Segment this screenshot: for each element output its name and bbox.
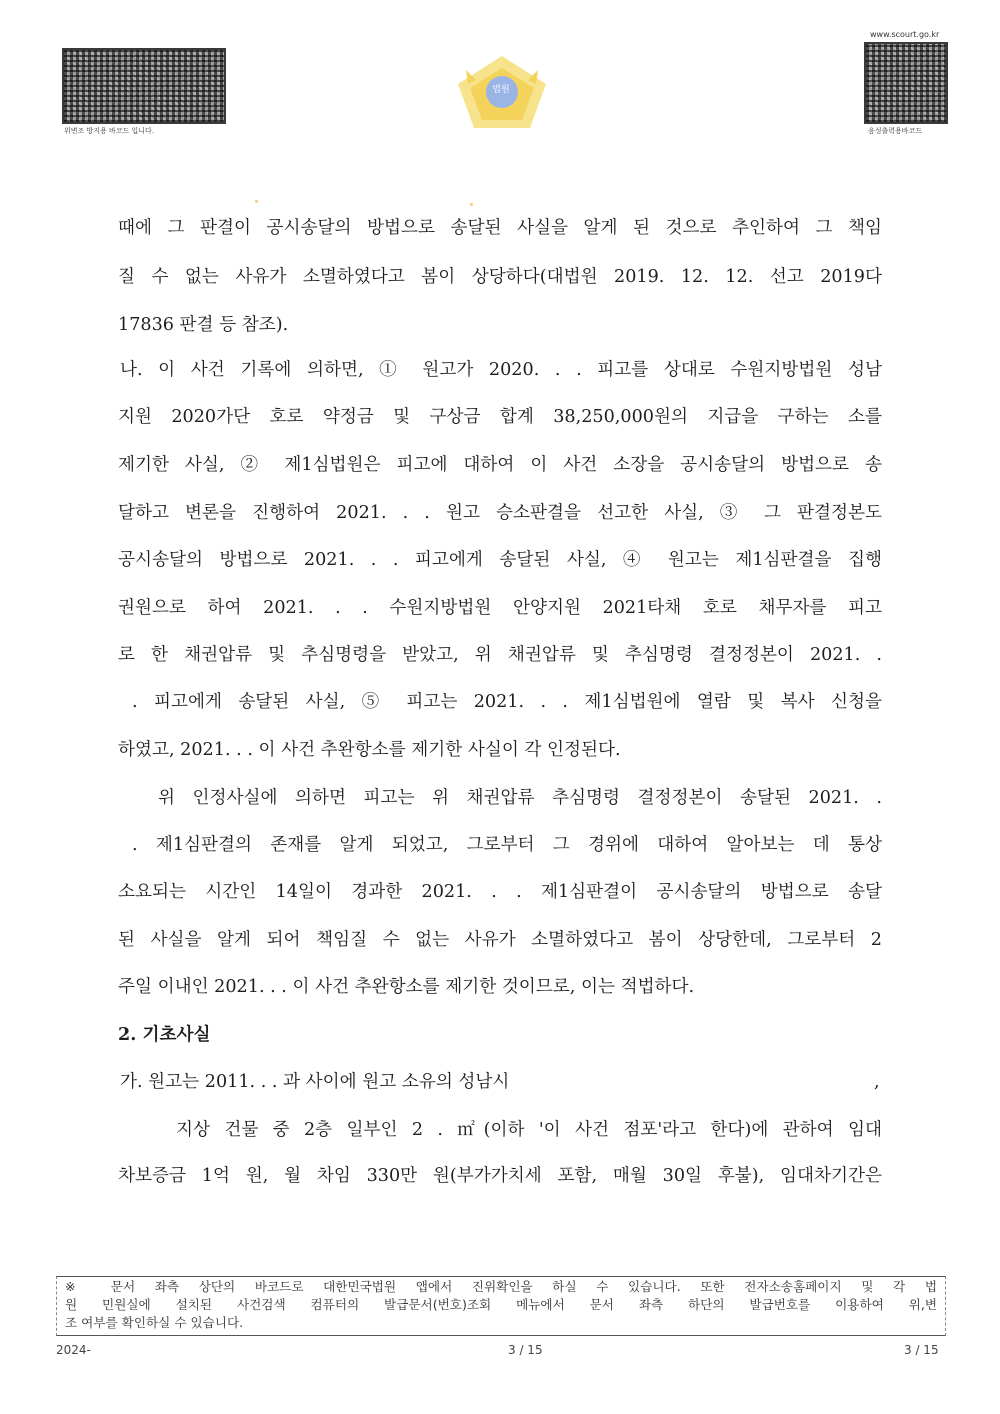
body-line: 질 수 없는 사유가 소멸하였다고 봄이 상당하다(대법원 2019. 12. 12. 선고 2019다: [118, 267, 882, 287]
body-line: 때에 그 판결이 공시송달의 방법으로 송달된 사실을 알게 된 것으로 추인하여 그 책임: [118, 218, 882, 238]
notice-line: ※ 문서 좌측 상단의 바코드로 대한민국법원 앱에서 진위확인을 하실 수 있습니다. 또한 전자소송홈페이지 및 각 법: [65, 1279, 937, 1294]
body-line: 하였고, 2021. . . 이 사건 추완항소를 제기한 사실이 각 인정된다.: [118, 740, 621, 760]
audio-output-barcode: [864, 42, 948, 124]
body-line: 로 한 채권압류 및 추심명령을 받았고, 위 채권압류 및 추심명령 결정정본이 2021. .: [118, 645, 882, 665]
notice-line: 원 민원실에 설치된 사건검색 컴퓨터의 발급문서(번호)조회 메뉴에서 문서 좌측 하단의 발급번호를 이용하여 위,변: [65, 1297, 937, 1312]
body-line: . 피고에게 송달된 사실, ⑤ 피고는 2021. . . 제1심법원에 열람 및 복사 신청을: [132, 692, 882, 712]
body-line: . 제1심판결의 존재를 알게 되었고, 그로부터 그 경위에 대하여 알아보는 데 통상: [132, 835, 882, 855]
body-line: 소요되는 시간인 14일이 경과한 2021. . . 제1심판결이 공시송달의 방법으로 송달: [118, 882, 882, 902]
scan-speck: [255, 200, 258, 203]
body-line: 지상 건물 중 2층 일부인 2 . ㎡(이하 '이 사건 점포'라고 한다)에 관하여 임대: [176, 1120, 882, 1140]
body-line: 지원 2020가단 호로 약정금 및 구상금 합계 38,250,000원의 지급을 구하는 소를: [118, 407, 882, 427]
site-url: www.scourt.go.kr: [870, 30, 940, 39]
verification-notice: [56, 1276, 946, 1336]
page-number-right: 3 / 15: [904, 1343, 939, 1357]
verification-barcode-caption: 위변조 방지용 바코드 입니다.: [64, 127, 155, 135]
body-line: 차보증금 1억 원, 월 차임 330만 원(부가가치세 포함, 매월 30일 후불), 임대차기간은: [118, 1166, 882, 1186]
audio-output-barcode-caption: 음성출력용바코드: [868, 127, 923, 135]
body-line: 달하고 변론을 진행하여 2021. . . 원고 승소판결을 선고한 사실, ③ 그 판결정본도: [118, 503, 882, 523]
emblem-label: 법원: [492, 85, 510, 95]
page-number-center: 3 / 15: [508, 1343, 543, 1357]
body-line: 가. 원고는 2011. . . 과 사이에 원고 소유의 성남시: [120, 1072, 510, 1092]
body-line: 주일 이내인 2021. . . 이 사건 추완항소를 제기한 것이므로, 이는 적법하다.: [118, 977, 695, 997]
body-line: 된 사실을 알게 되어 책임질 수 없는 사유가 소멸하였다고 봄이 상당한데, 그로부터 2: [118, 930, 882, 950]
body-line-comma: ,: [874, 1072, 880, 1092]
body-line: 권원으로 하여 2021. . . 수원지방법원 안양지원 2021타채 호로 채무자를 피고: [118, 598, 882, 618]
issue-number: 2024-: [56, 1343, 91, 1357]
body-line: 제기한 사실, ② 제1심법원은 피고에 대하여 이 사건 소장을 공시송달의 방법으로 송: [118, 455, 882, 475]
body-line: 위 인정사실에 의하면 피고는 위 채권압류 추심명령 결정정본이 송달된 2021. .: [158, 788, 882, 808]
scan-speck: [470, 203, 473, 206]
body-line: 17836 판결 등 참조).: [118, 315, 289, 335]
body-line: 나. 이 사건 기록에 의하면, ① 원고가 2020. . . 피고를 상대로 수원지방법원 성남: [120, 360, 882, 380]
section-heading: 2. 기초사실: [118, 1024, 211, 1045]
verification-barcode: [62, 48, 226, 124]
body-line: 공시송달의 방법으로 2021. . . 피고에게 송달된 사실, ④ 원고는 제1심판결을 집행: [118, 550, 882, 570]
notice-line: 조 여부를 확인하실 수 있습니다.: [65, 1315, 244, 1330]
